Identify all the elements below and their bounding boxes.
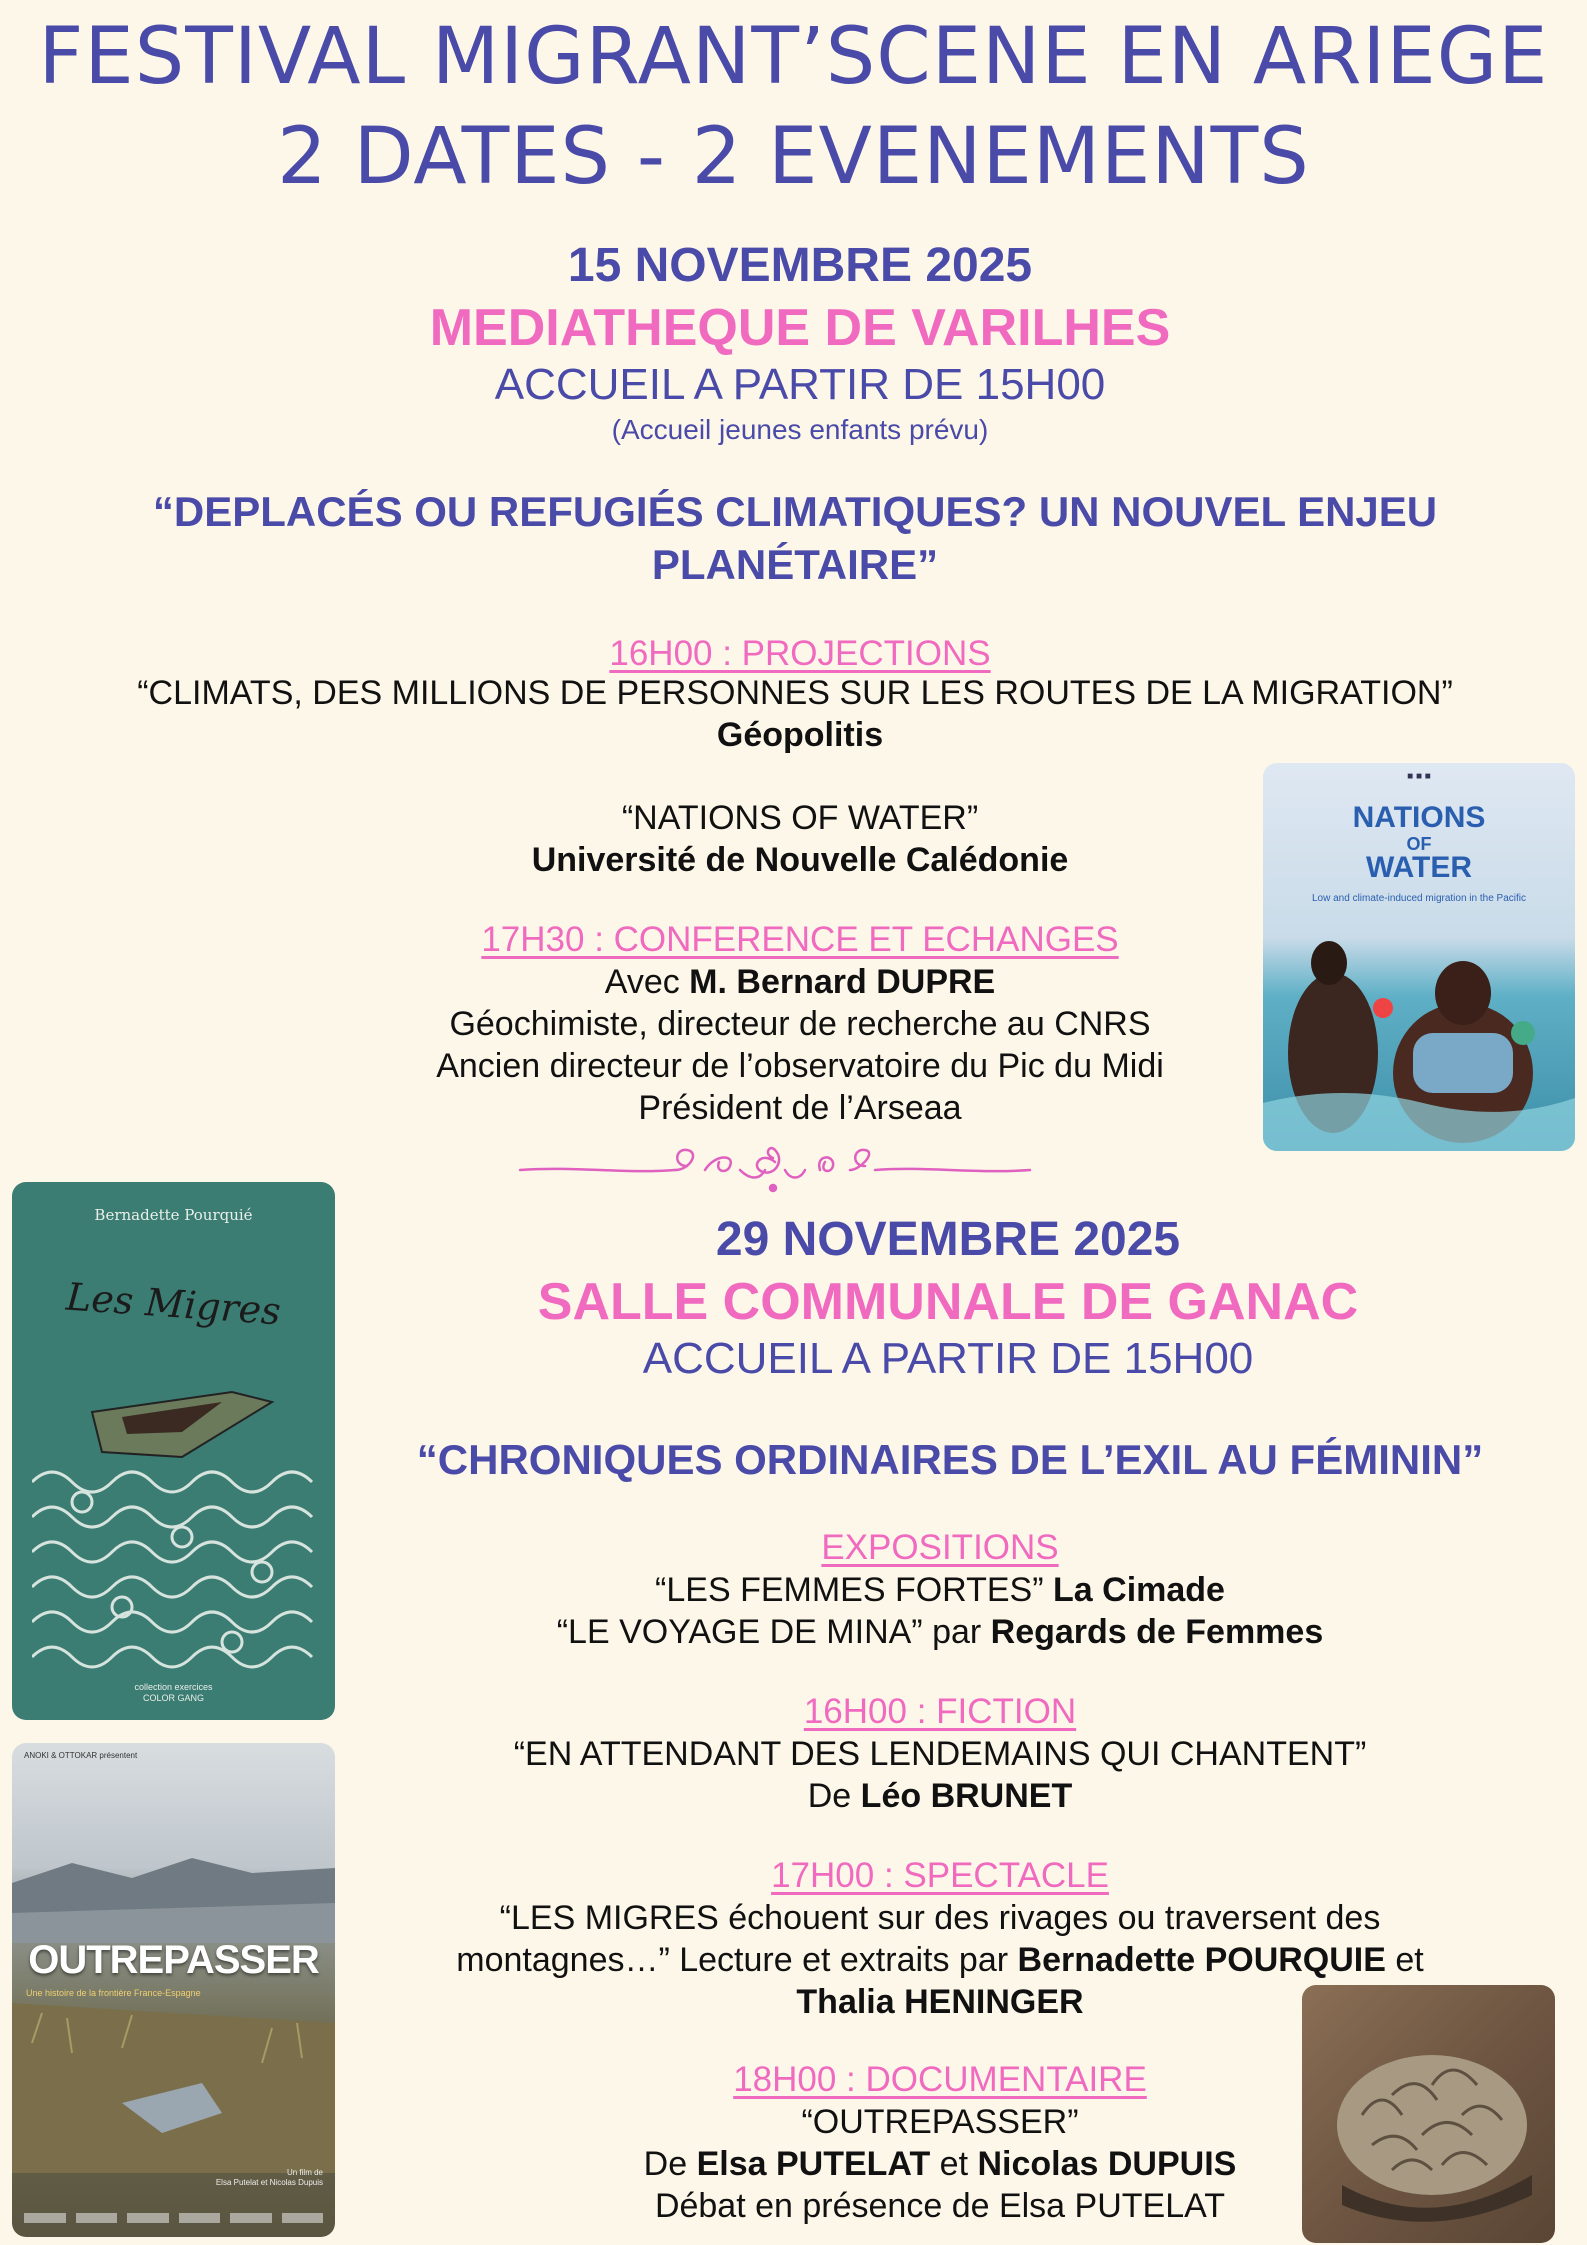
- event1-venue: MEDIATHEQUE DE VARILHES: [429, 299, 1171, 357]
- outrepasser-logos: [24, 2213, 323, 2223]
- outrepasser-landscape: [12, 1823, 335, 1943]
- nations-title-1: NATIONS: [1352, 801, 1486, 834]
- film1-by: Géopolitis: [716, 716, 884, 754]
- expo1-by: La Cimade: [1053, 1571, 1225, 1609]
- expo1-title: “LES FEMMES FORTES”: [655, 1571, 1054, 1609]
- outrepasser-tagline: Une histoire de la frontière France-Espagne: [26, 1988, 201, 1998]
- conference-speaker-line: [300, 962, 1300, 1003]
- nations-subtitle: Low and climate-induced migration in the Pacific: [1312, 893, 1526, 904]
- migres-author: Bernadette Pourquié: [94, 1206, 253, 1224]
- fiction-author-line: [440, 1776, 1440, 1817]
- conference-avec: Avec: [604, 963, 690, 1001]
- outrepasser-presents: ANOKI & OTTOKAR présentent: [24, 1751, 138, 1760]
- expo2-by: Regards de Femmes: [990, 1613, 1324, 1651]
- outrepasser-title: OUTREPASSER: [28, 1938, 319, 1982]
- event1-theme: [40, 486, 1550, 591]
- event1-theme-line2: PLANÉTAIRE”: [651, 540, 939, 588]
- conference-slot: 17H30 : CONFERENCE ET ECHANGES: [481, 920, 1119, 959]
- film2-title: “NATIONS OF WATER”: [621, 799, 979, 837]
- documentaire-author1: Elsa PUTELAT: [696, 2145, 931, 2183]
- projections-slot: 16H00 : PROJECTIONS: [609, 634, 991, 673]
- fiction-author: Léo BRUNET: [860, 1777, 1073, 1815]
- outrepasser-poster: [12, 1743, 335, 2237]
- documentaire-et: et: [930, 2145, 978, 2183]
- dried-plants-illustration: [1302, 1985, 1555, 2243]
- spectacle-line2a: montagnes…” Lecture et extraits par: [456, 1941, 1018, 1979]
- expositions-slot: EXPOSITIONS: [821, 1528, 1059, 1567]
- migres-collection-1: collection exercices: [134, 1682, 213, 1692]
- spectacle-slot: 17H00 : SPECTACLE: [771, 1856, 1109, 1895]
- fiction-title: “EN ATTENDANT DES LENDEMAINS QUI CHANTENT”: [513, 1735, 1367, 1773]
- event1-note: (Accueil jeunes enfants prévu): [611, 414, 989, 445]
- nations-of-water-poster: ■ ■ ■ NATIONS OF WATER Low and climate-induced migration in the Pacific: [1263, 763, 1575, 1151]
- dried-plants-photo: [1302, 1985, 1555, 2243]
- spectacle-performer1: Bernadette POURQUIE: [1017, 1941, 1386, 1979]
- event2-accueil: ACCUEIL A PARTIR DE 15H00: [642, 1334, 1254, 1383]
- conference-speaker: M. Bernard DUPRE: [689, 963, 996, 1001]
- fiction-slot: 16H00 : FICTION: [803, 1692, 1077, 1731]
- migres-collection: [12, 1682, 335, 1704]
- speaker-role-2: Ancien directeur de l’observatoire du Pic du Midi: [436, 1047, 1164, 1085]
- film1-title: “CLIMATS, DES MILLIONS DE PERSONNES SUR LES ROUTES DE LA MIGRATION”: [137, 674, 1453, 712]
- event1-accueil: ACCUEIL A PARTIR DE 15H00: [494, 360, 1106, 409]
- event1-theme-line1: “DEPLACÉS OU REFUGIÉS CLIMATIQUES? UN NOUVEL ENJEU: [152, 488, 1438, 535]
- documentaire-author2: Nicolas DUPUIS: [977, 2145, 1237, 2183]
- film2-by: Université de Nouvelle Calédonie: [531, 841, 1069, 879]
- speaker-role-3: Président de l’Arseaa: [638, 1089, 962, 1127]
- migres-waves-illustration: [32, 1372, 315, 1672]
- documentaire-de: De: [643, 2145, 697, 2183]
- spectacle-line1: “LES MIGRES échouent sur des rivages ou traversent des: [499, 1899, 1381, 1937]
- fiction-de: De: [807, 1777, 861, 1815]
- expo2-title: “LE VOYAGE DE MINA” par: [556, 1613, 991, 1651]
- outrepasser-credit-2: Elsa Putelat et Nicolas Dupuis: [215, 2178, 323, 2188]
- spectacle-line2c: et: [1385, 1941, 1424, 1979]
- event2-venue: SALLE COMMUNALE DE GANAC: [537, 1273, 1359, 1331]
- nations-title-3: WATER: [1365, 851, 1473, 884]
- outrepasser-credit-1: Un film de: [286, 2168, 323, 2177]
- event1-date: 15 NOVEMBRE 2025: [567, 239, 1033, 292]
- documentaire-title: “OUTREPASSER”: [801, 2103, 1079, 2141]
- speaker-role-1: Géochimiste, directeur de recherche au CNRS: [449, 1005, 1151, 1043]
- documentaire-debat: Débat en présence de Elsa PUTELAT: [654, 2187, 1226, 2225]
- expo2: [440, 1612, 1440, 1653]
- festival-subtitle: 2 DATES - 2 EVENEMENTS: [277, 112, 1310, 202]
- outrepasser-foreground: [12, 2003, 335, 2173]
- documentaire-authors: [440, 2144, 1440, 2185]
- nations-title-2: OF: [1406, 834, 1432, 854]
- outrepasser-credits: [216, 2168, 323, 2189]
- documentaire-slot: 18H00 : DOCUMENTAIRE: [733, 2060, 1147, 2099]
- ornament-divider: [515, 1140, 1035, 1200]
- migres-title: Les Migres: [64, 1274, 283, 1334]
- spectacle-line2: [340, 1940, 1540, 1981]
- migres-collection-2: COLOR GANG: [142, 1692, 204, 1703]
- expo1: [440, 1570, 1440, 1611]
- spectacle-performer2: Thalia HENINGER: [796, 1983, 1084, 2021]
- nations-photo-illustration: [1263, 913, 1575, 1151]
- event2-theme: “CHRONIQUES ORDINAIRES DE L’EXIL AU FÉMININ”: [416, 1436, 1484, 1483]
- event2-date: 29 NOVEMBRE 2025: [715, 1213, 1181, 1266]
- les-migres-book-cover: [12, 1182, 335, 1720]
- festival-title: FESTIVAL MIGRANT’SCENE EN ARIEGE: [38, 12, 1549, 102]
